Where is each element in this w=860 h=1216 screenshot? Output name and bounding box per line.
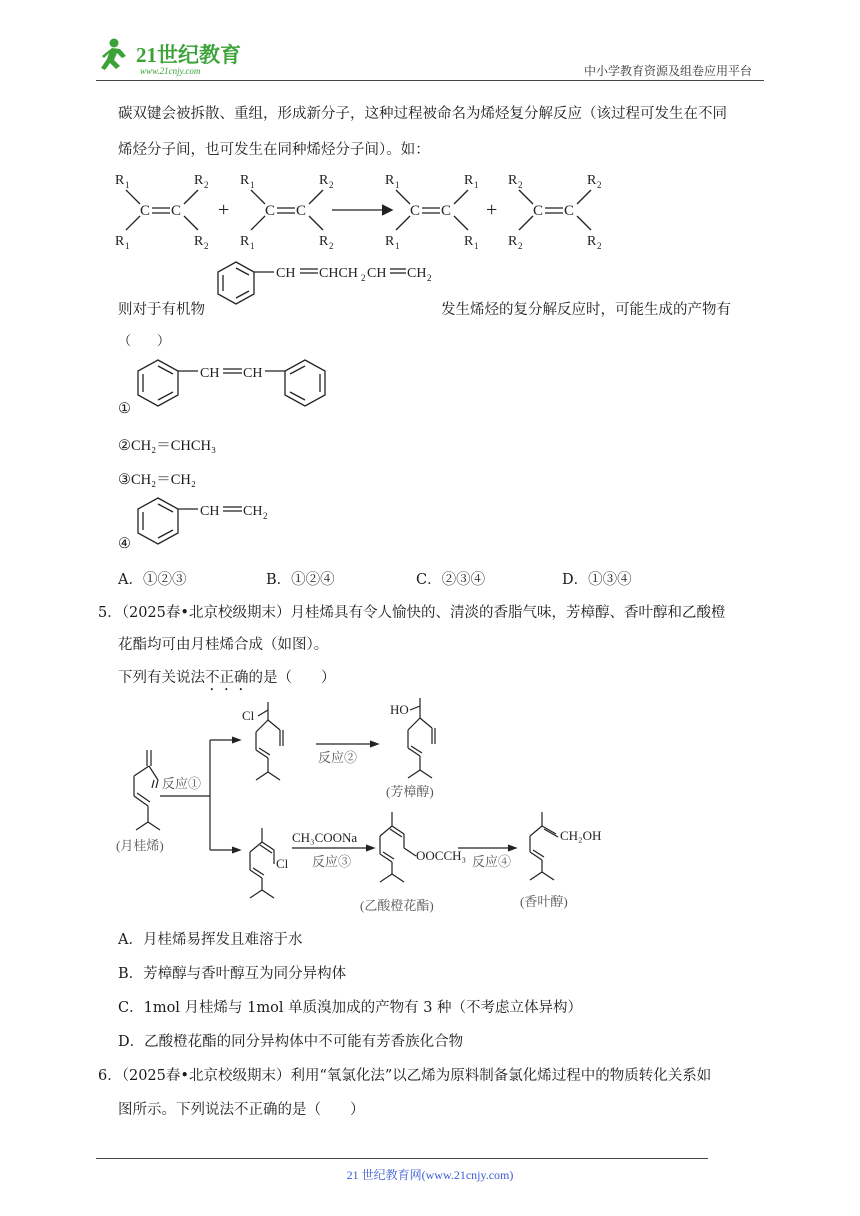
answer-paren: （ ） [118, 334, 171, 349]
svg-text:CH: CH [243, 504, 263, 519]
linalool-structure [386, 698, 435, 799]
svg-text:R: R [319, 173, 329, 188]
svg-text:R: R [508, 173, 518, 188]
tertiary-chloride-structure [242, 702, 283, 780]
q5-option-a[interactable]: A．月桂烯易挥发且难溶于水 [118, 932, 303, 948]
item-3 [118, 468, 196, 489]
q4-option-c[interactable]: C．②③④ [416, 572, 486, 588]
svg-text:R: R [194, 173, 204, 188]
svg-text:1: 1 [395, 241, 400, 250]
myrcene-label: (月桂烯) [116, 838, 164, 853]
q4-option-b[interactable]: B．①②④ [266, 572, 335, 588]
svg-text:R: R [240, 173, 250, 188]
svg-text:2: 2 [597, 241, 602, 250]
q5-line-1 [98, 601, 725, 622]
svg-text:CHCH: CHCH [319, 266, 358, 281]
q6-line-1 [98, 1064, 711, 1085]
geraniol-label: (香叶醇) [520, 894, 568, 909]
compound-lead: 则对于有机物 [118, 302, 205, 318]
svg-text:1: 1 [395, 180, 400, 190]
q6-source: （2025春•北京校级期末） [121, 1068, 291, 1084]
svg-text:R: R [385, 234, 395, 249]
q5-stem-1: 月桂烯具有令人愉快的、清淡的香脂气味，芳樟醇、香叶醇和乙酸橙 [290, 605, 726, 621]
svg-text:C: C [533, 203, 544, 219]
svg-text:R: R [587, 173, 597, 188]
item-2 [118, 434, 216, 455]
q4-option-a[interactable]: A．①②③ [118, 572, 187, 588]
cl-label-1: Cl [242, 708, 255, 723]
item-1-number: ① [118, 401, 131, 417]
reaction-1-label: 反应① [162, 776, 202, 791]
item-4-number: ④ [118, 536, 131, 552]
cl-label-2: Cl [276, 856, 289, 871]
svg-text:CH: CH [200, 366, 220, 381]
stilbene-structure [134, 358, 334, 418]
reaction-3-label: 反应③ [312, 854, 352, 869]
intro-line-2: 烯烃分子间，也可发生在同种烯烃分子间）。如： [118, 142, 430, 158]
q5-ask [118, 666, 336, 694]
myrcene-structure [116, 750, 164, 853]
footer-link[interactable]: 21 世纪教育网(www.21cnjy.com) [346, 1168, 514, 1182]
svg-text:+: + [218, 199, 230, 221]
svg-text:C: C [265, 203, 276, 219]
svg-text:2: 2 [263, 511, 268, 521]
svg-text:2: 2 [361, 273, 366, 283]
q5-option-c[interactable]: C．1mol 月桂烯与 1mol 单质溴加成的产物有 3 种（不考虑立体异构） [118, 1000, 583, 1016]
phenyl-pentadiene-structure [214, 258, 444, 320]
q6-stem-2: 图所示。下列说法不正确的是（ ） [118, 1102, 365, 1118]
q5-stem-2: 花酯均可由月桂烯合成（如图）。 [118, 637, 329, 653]
item-2-number: ② [118, 438, 131, 454]
svg-text:2: 2 [518, 241, 523, 250]
svg-text:CH: CH [367, 266, 387, 281]
alkene-r1-r2-b [240, 173, 334, 250]
header-divider [96, 80, 764, 81]
q5-source: （2025春•北京校级期末） [121, 605, 291, 621]
svg-text:1: 1 [125, 241, 130, 250]
q6-number: 6． [98, 1068, 122, 1084]
svg-text:2: 2 [597, 180, 602, 190]
q5-number: 5． [98, 605, 122, 621]
geraniol-structure [520, 812, 601, 909]
svg-text:R: R [464, 173, 474, 188]
svg-text:2: 2 [204, 241, 209, 250]
svg-text:R: R [194, 234, 204, 249]
ester-label: OOCCH₃ [416, 848, 467, 863]
reaction-arrow [332, 205, 392, 215]
svg-text:R: R [464, 234, 474, 249]
svg-text:CH: CH [243, 366, 263, 381]
metathesis-equation [110, 168, 610, 254]
q5-option-b[interactable]: B．芳樟醇与香叶醇互为同分异构体 [118, 966, 347, 982]
svg-text:R: R [115, 173, 125, 188]
ch2oh-label: CH₂OH [560, 828, 602, 843]
reaction-2-label: 反应② [318, 750, 358, 765]
compound-tail: 发生烯烃的复分解反应时，可能生成的产物有 [441, 302, 731, 318]
linalool-label: (芳樟醇) [386, 784, 434, 799]
svg-text:CH: CH [276, 266, 296, 281]
svg-text:2: 2 [329, 241, 334, 250]
svg-text:+: + [486, 199, 498, 221]
svg-text:CH: CH [200, 504, 220, 519]
svg-text:1: 1 [125, 180, 130, 190]
neryl-acetate-label: (乙酸橙花酯) [360, 898, 434, 913]
svg-text:C: C [410, 203, 421, 219]
svg-text:1: 1 [250, 180, 255, 190]
svg-text:C: C [296, 203, 307, 219]
site-logo [96, 36, 266, 78]
item-3-number: ③ [118, 472, 131, 488]
svg-text:CH: CH [407, 266, 427, 281]
svg-text:R: R [240, 234, 250, 249]
svg-text:C: C [564, 203, 575, 219]
svg-text:2: 2 [518, 180, 523, 190]
svg-text:1: 1 [474, 241, 479, 250]
alkene-r1-r1 [385, 173, 479, 250]
runner-icon [101, 39, 126, 71]
svg-text:2: 2 [427, 273, 432, 283]
q5-ask-emph: 不正确 [205, 670, 249, 686]
neryl-acetate-structure [360, 812, 466, 913]
q5-option-d[interactable]: D．乙酸橙花酯的同分异构体中不可能有芳香族化合物 [118, 1034, 464, 1050]
ho-label: HO [390, 702, 409, 717]
svg-text:C: C [441, 203, 452, 219]
primary-chloride-structure [250, 828, 289, 898]
svg-text:1: 1 [474, 180, 479, 190]
alkene-r1-r2-a [115, 173, 209, 250]
item-2-formula: CH₂＝CHCH₃ [131, 438, 217, 454]
reagent-label: CH₃COONa [292, 830, 358, 845]
styrene-structure [134, 496, 274, 554]
q6-stem-1: 利用“氧氯化法”以乙烯为原料制备氯化烯过程中的物质转化关系如 [290, 1068, 712, 1084]
footer-divider [96, 1158, 708, 1159]
q5-ask-post: 的是（ ） [248, 670, 336, 686]
myrcene-reaction-diagram [110, 692, 630, 926]
q5-ask-pre: 下列有关说法 [118, 670, 205, 686]
platform-name: 中小学教育资源及组卷应用平台 [583, 64, 752, 78]
svg-text:R: R [115, 234, 125, 249]
svg-text:C: C [140, 203, 151, 219]
svg-text:R: R [385, 173, 395, 188]
svg-text:2: 2 [329, 180, 334, 190]
svg-text:1: 1 [250, 241, 255, 250]
alkene-r2-r2 [508, 173, 602, 250]
svg-text:R: R [319, 234, 329, 249]
svg-text:R: R [587, 234, 597, 249]
svg-text:R: R [508, 234, 518, 249]
logo-text: 21世纪教育 [136, 43, 241, 67]
intro-line-1: 碳双键会被拆散、重组，形成新分子，这种过程被命名为烯烃复分解反应（该过程可发生在不同 [118, 106, 727, 122]
item-3-formula: CH₂＝CH₂ [131, 472, 196, 488]
logo-url: www.21cnjy.com [140, 66, 201, 76]
svg-text:2: 2 [204, 180, 209, 190]
q4-option-d[interactable]: D．①③④ [562, 572, 632, 588]
reaction-4-label: 反应④ [472, 854, 512, 869]
svg-text:C: C [171, 203, 182, 219]
